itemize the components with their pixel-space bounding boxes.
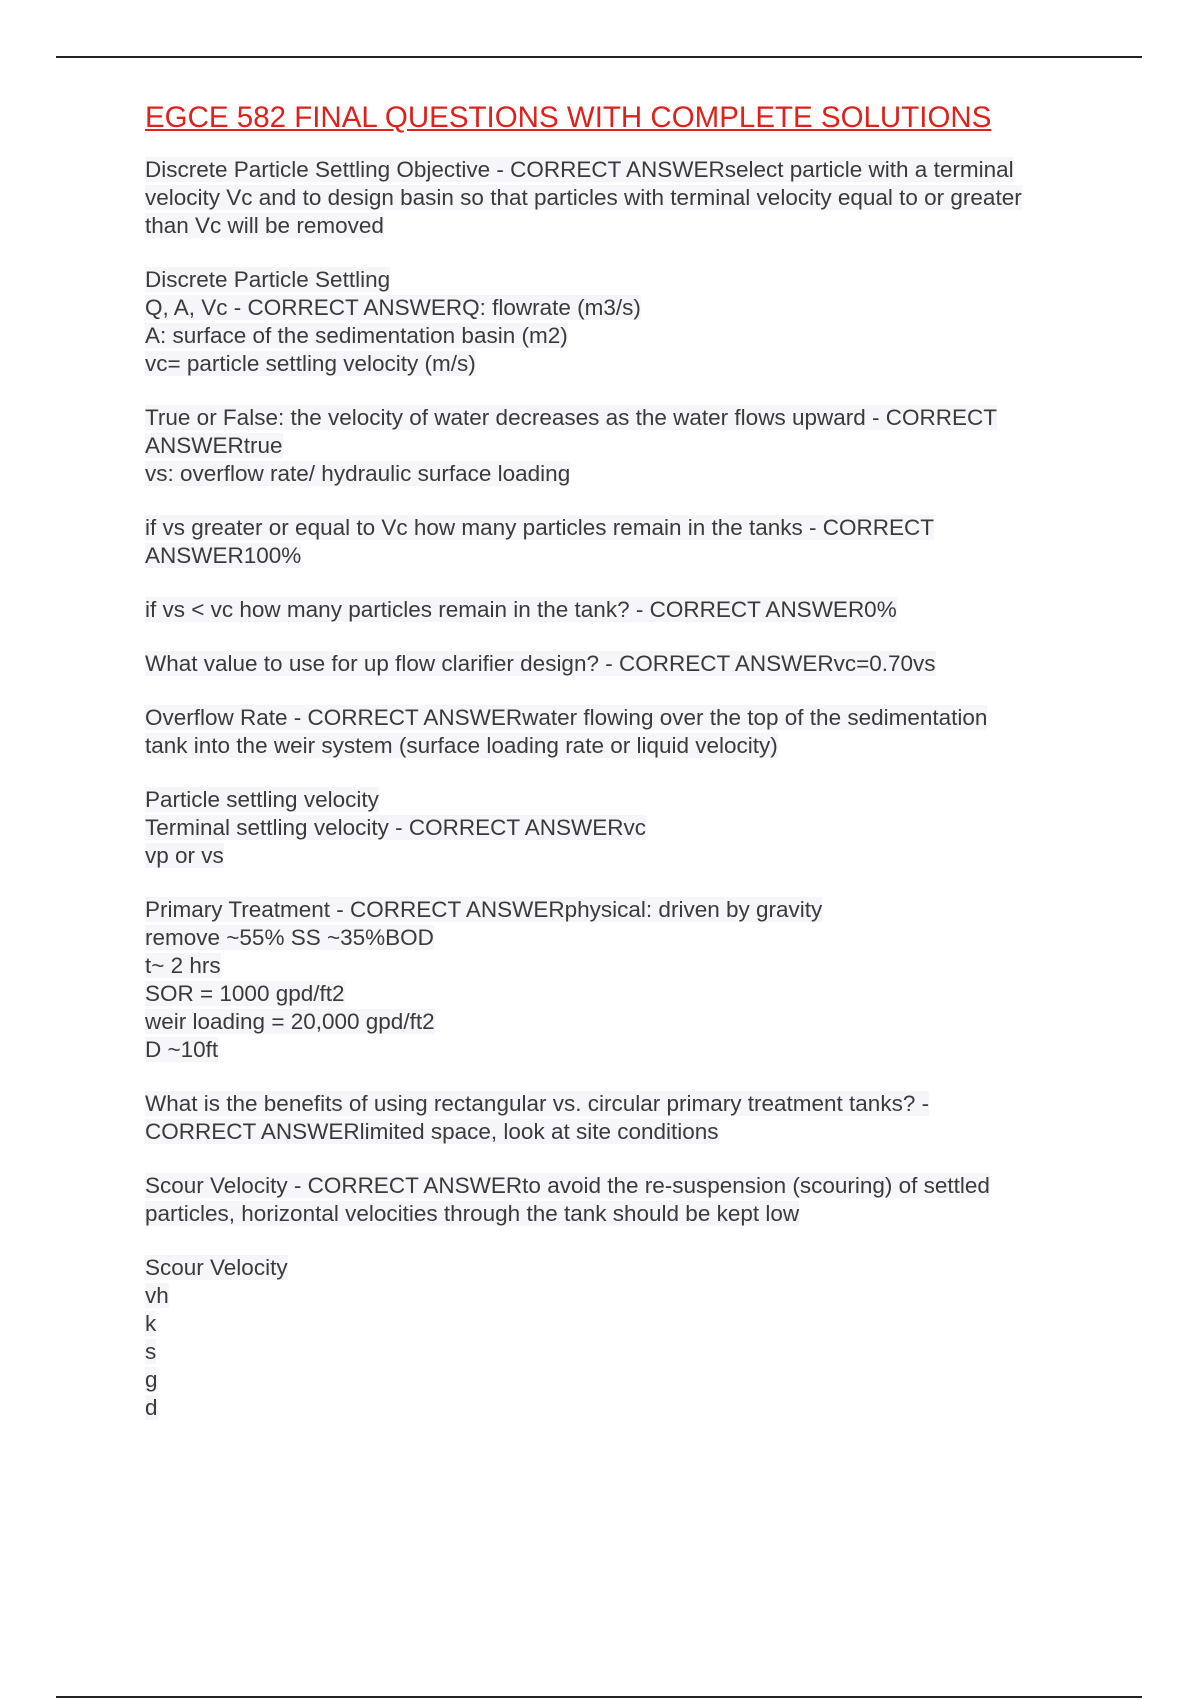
qa-line	[145, 212, 1095, 240]
qa-line	[145, 924, 1095, 952]
qa-line-text: Scour Velocity	[145, 1255, 288, 1280]
qa-item	[145, 650, 1095, 678]
qa-line-text: ANSWERtrue	[145, 433, 283, 458]
qa-line	[145, 266, 1095, 294]
qa-line-text: A: surface of the sedimentation basin (m2)	[145, 323, 568, 348]
qa-line-text: vh	[145, 1283, 169, 1308]
qa-line	[145, 1310, 1095, 1338]
document-body	[145, 96, 1095, 1448]
qa-line	[145, 1090, 1095, 1118]
document-title: EGCE 582 FINAL QUESTIONS WITH COMPLETE SOLUTIONS	[145, 101, 992, 134]
qa-line-text: s	[145, 1339, 157, 1364]
qa-item	[145, 596, 1095, 624]
qa-line-text: weir loading = 20,000 gpd/ft2	[145, 1009, 435, 1034]
qa-line	[145, 786, 1095, 814]
qa-line	[145, 514, 1095, 542]
qa-line	[145, 184, 1095, 212]
qa-line-text: CORRECT ANSWERlimited space, look at site conditions	[145, 1119, 719, 1144]
qa-line-text: Q, A, Vc - CORRECT ANSWERQ: flowrate (m3/s)	[145, 295, 641, 320]
qa-line	[145, 980, 1095, 1008]
qa-line	[145, 842, 1095, 870]
qa-line-text: velocity Vc and to design basin so that particles with terminal velocity equal to or greater	[145, 185, 1022, 210]
top-rule	[56, 56, 1142, 58]
qa-line	[145, 322, 1095, 350]
qa-line	[145, 460, 1095, 488]
qa-list	[145, 156, 1095, 1422]
qa-line-text: vs: overflow rate/ hydraulic surface loading	[145, 461, 571, 486]
qa-line-text: Scour Velocity - CORRECT ANSWERto avoid the re-suspension (scouring) of settled	[145, 1173, 990, 1198]
qa-line	[145, 952, 1095, 980]
qa-line-text: D ~10ft	[145, 1037, 219, 1062]
qa-line	[145, 896, 1095, 924]
qa-line	[145, 1008, 1095, 1036]
qa-line	[145, 432, 1095, 460]
qa-line-text: Discrete Particle Settling Objective - CORRECT ANSWERselect particle with a terminal	[145, 157, 1014, 182]
qa-line	[145, 650, 1095, 678]
qa-line-text: Terminal settling velocity - CORRECT ANSWERvc	[145, 815, 646, 840]
qa-line-text: remove ~55% SS ~35%BOD	[145, 925, 434, 950]
qa-line-text: tank into the weir system (surface loading rate or liquid velocity)	[145, 733, 778, 758]
qa-line	[145, 1118, 1095, 1146]
qa-line	[145, 1036, 1095, 1064]
qa-item	[145, 704, 1095, 760]
qa-item	[145, 514, 1095, 570]
qa-line	[145, 1282, 1095, 1310]
qa-line	[145, 350, 1095, 378]
qa-line-text: ANSWER100%	[145, 543, 302, 568]
qa-line-text: vc= particle settling velocity (m/s)	[145, 351, 476, 376]
qa-line-text: Discrete Particle Settling	[145, 267, 391, 292]
qa-line-text: Overflow Rate - CORRECT ANSWERwater flowing over the top of the sedimentation	[145, 705, 988, 730]
qa-line-text: What value to use for up flow clarifier design? - CORRECT ANSWERvc=0.70vs	[145, 651, 936, 676]
qa-line-text: d	[145, 1395, 158, 1420]
qa-item	[145, 404, 1095, 488]
qa-line	[145, 1172, 1095, 1200]
qa-item	[145, 1090, 1095, 1146]
qa-line	[145, 704, 1095, 732]
qa-line-text: SOR = 1000 gpd/ft2	[145, 981, 345, 1006]
qa-line	[145, 814, 1095, 842]
qa-item	[145, 1254, 1095, 1422]
qa-line	[145, 1338, 1095, 1366]
bottom-rule	[56, 1696, 1142, 1698]
qa-line-text: than Vc will be removed	[145, 213, 384, 238]
qa-line-text: True or False: the velocity of water decreases as the water flows upward - CORRECT	[145, 405, 997, 430]
qa-line	[145, 1366, 1095, 1394]
qa-item	[145, 156, 1095, 240]
qa-item	[145, 896, 1095, 1064]
qa-line-text: particles, horizontal velocities through the tank should be kept low	[145, 1201, 800, 1226]
qa-line	[145, 294, 1095, 322]
qa-line	[145, 1200, 1095, 1228]
qa-line	[145, 1394, 1095, 1422]
qa-line-text: Particle settling velocity	[145, 787, 379, 812]
qa-line	[145, 404, 1095, 432]
qa-line-text: t~ 2 hrs	[145, 953, 221, 978]
qa-line	[145, 732, 1095, 760]
qa-line-text: What is the benefits of using rectangular vs. circular primary treatment tanks? -	[145, 1091, 930, 1116]
qa-line	[145, 1254, 1095, 1282]
qa-line	[145, 156, 1095, 184]
qa-line-text: k	[145, 1311, 157, 1336]
qa-line	[145, 596, 1095, 624]
qa-line	[145, 542, 1095, 570]
qa-item	[145, 786, 1095, 870]
qa-line-text: if vs greater or equal to Vc how many particles remain in the tanks - CORRECT	[145, 515, 935, 540]
qa-line-text: g	[145, 1367, 158, 1392]
qa-item	[145, 1172, 1095, 1228]
qa-line-text: Primary Treatment - CORRECT ANSWERphysical: driven by gravity	[145, 897, 823, 922]
qa-line-text: if vs < vc how many particles remain in the tank? - CORRECT ANSWER0%	[145, 597, 897, 622]
qa-line-text: vp or vs	[145, 843, 224, 868]
qa-item	[145, 266, 1095, 378]
